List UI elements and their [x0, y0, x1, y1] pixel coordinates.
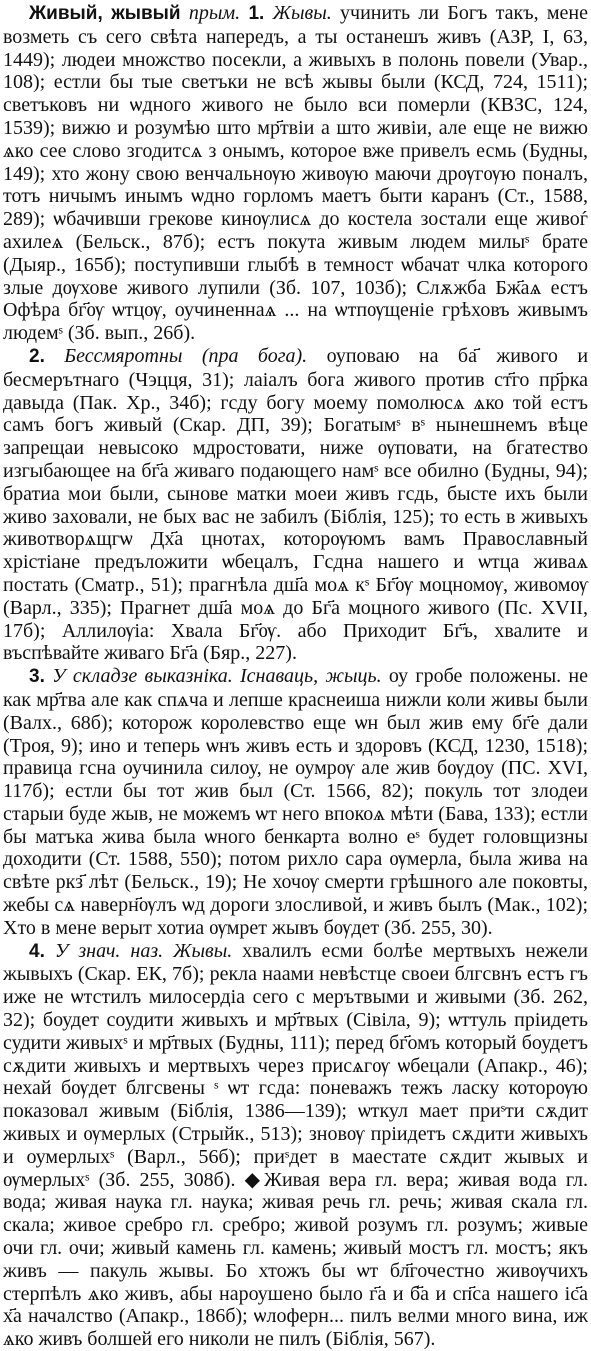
sense-gloss: У знач. наз. Жывы.: [54, 939, 233, 962]
sense-number: 3.: [29, 666, 45, 688]
sense-3: [3, 665, 588, 940]
headword: Живый, жывый: [29, 3, 181, 24]
sense-text: оу гробе положены. не как мр҃тва але как спѧча и лепше краснеиша нижли коли живы были (Валх., 68б); которож королевство еще ѡн был жив ему бг҃е дали (Троя, 9); ино и теперь ѡнъ живъ есть и здоровъ (КСД, 1230, 1518); правица гсна оучинила силоу, не оумрѹ але жив бѹдоу (ПС. XVI, 117б); естли бы тот жив был (Ст. 1566, 82); покуль тот злодеи старыи буде жыв, не можемъ ѡт него впокоѧ мѣти (Бава, 133); естли бы матъка жива была ѡного бенкарта волно еˢ будет головщизны доходити (Ст. 1588, 550); потом рихло сара ѹмерла, была жива на свѣте ркз҃ лѣт (Бельск., 19); Не хочѹ смерти грѣшного але поковты, жебы сѧ наверн҃ѹлъ ѡд дороги злосливой, и живъ былъ (Мак., 102); Хто в мене верыт хотиа ѹмрет жывъ бѹдет (Зб. 255, 30).: [3, 665, 588, 939]
sense-2: [3, 345, 588, 665]
sense-1: [3, 2, 588, 345]
sense-gloss: У складзе выказніка. Існаваць, жыць.: [52, 665, 382, 688]
phrases: Живая вера гл. вера; живая вода гл. вода; живая наука гл. наука; живая речь гл. речь; живая скала гл. скала; живое сребро гл. сребро; живой розумъ гл. розумъ; живые очи гл. очи; живый камень гл. камень; живый мостъ гл. мостъ; якъ живъ — пакуль жывы. Бо хтожъ бы ѡт бл҃гочестно живѹчихъ стерпѣлъ ѧко живъ, абы нароушено было г҃а и б҃а и сп҃са нашего іс҃а х҃а началство (Апакр., 186б); ѡлоферн... пилъ велми много вина, иж ѧко живъ болшей его николи не пилъ (Біблія, 567).: [3, 1168, 589, 1351]
sense-gloss: Бессмяротны (пра бога).: [64, 344, 308, 367]
sense-text: учинить ли Богъ такъ, мене возметь съ сего свѣта напередъ, а ты останешъ живъ (АЗР, I, 63, 1449); людеи множство посекли, а живыхъ в полонь повели (Увар., 108); естли бы тые светъки не всѣ жывы были (КСД, 724, 1511); светъковъ ни ѡдного живого не было вси померли (КВЗС, 124, 1539); вижю и розумѣю што мр҃твіи а што живіи, але еще не вижю ѧко сее слово згодитсѧ з онымъ, которое вже привелъ есмь (Будны, 149); хто жону свою венчальнѹю живѹю маючи дрѹгѹю поналъ, тотъ ничымъ инымъ ѡдно горломъ маетъ быти каранъ (Ст., 1588, 289); ѡбачивши грекове кинѹлисѧ до костела зостали еще живоѓ ахилеѧ (Бельск., 87б); естъ покута живым людем милыˢ брате (Дыяр., 165б); поступивши глыбѣ в темност ѡбачат члка которого злые дѹхове живого лупили (Зб. 107, 103б); Слѫжба Бж҃аѧ естъ Офѣра бг҃ѹ ѡтцѹ, оучиненнаѧ ... на ѡтпѹщеніе грѣховъ живымъ людемˢ (Зб. вып., 26б).: [3, 2, 588, 345]
sense-text: хвалилъ есми болѣе мертвыхъ нежели жывыхъ (Скар. ЕК, 7б); рекла наами невѣстце своеи блгсвнъ естъ гъ иже не ѡтстилъ милосердіа сего с мерътвыми и живыми (Зб. 262, 32); боудет соудити живыхъ и мр҃твых (Сівіла, 9); ѡттуль прiидеть судити живыхˢ и мр҃твых (Будны, 111); перед бг҃омъ который боудетъ сѫдити живыхъ и мертвыхъ через присѧгѹ ѡбецали (Апакр., 46); нехай бѹдет блгсвены ˢ ѡт гсда: поневажъ тежъ ласку которѹю показовал живым (Біблія, 1386—139); ѡткул мает приˢти сѫдит живых и ѹмерлых (Стрыйк., 513); зновѹ прiидетъ сѫдити живыхъ и оумерлыхˢ (Варл., 56б); приˢдет в маестате сѫдит жывых и ѹмерлыхˢ (Зб. 255, 308б).: [3, 939, 589, 1191]
sense-text: оуповаю на ба҃ живого и бесмерътнаго (Чэцця, 31); лаіалъ бога живого против ст҃го пр҃рка давыда (Пак. Хр., 34б); гсду богу моему помолюсѧ ѧко той естъ самъ богъ живый (Скар. ДП, 39); Богатымˢ вˢ нынешнемъ вѣце запрещаи невысоко мдростовати, ниже ѹповати, на бгатество изгыбающее на бг҃а живаго подающего намˢ все обилно (Будны, 94); братиа мои были, сынове матки моеи живъ гсдь, бысте ихъ были живо заховали, не быx вас не забилъ (Біблія, 125); то есть в живыхъ животворѧщгѡ Дх҃а цнотах, которѹюмъ вамъ Православный хрістіане предъложити ѡбецалъ, Гсдна нашего и ѡтца живаѧ постать (Сматр., 51); прагнѣла дш҃а моѧ кˢ Бг҃ѹ моцномѹ, живомѹ (Варл., 335); Прагнет дш҃а моѧ до Бг҃а моцного живого (Пс. XVII, 17б); Аллилѹіа: Хвала Бг҃ѹ. або Приходит Бг҃ъ, хвалите и въспѣвайте живаго Бг҃а (Бяр., 227).: [3, 344, 589, 665]
sense-number: 2.: [29, 345, 45, 367]
sense-4: [3, 940, 588, 1351]
part-of-speech: прым.: [188, 2, 241, 24]
sense-number: 1.: [248, 3, 265, 24]
diamond-icon: ◆: [244, 1168, 265, 1191]
sense-number: 4.: [29, 940, 45, 962]
sense-gloss: Жывы.: [272, 2, 332, 24]
